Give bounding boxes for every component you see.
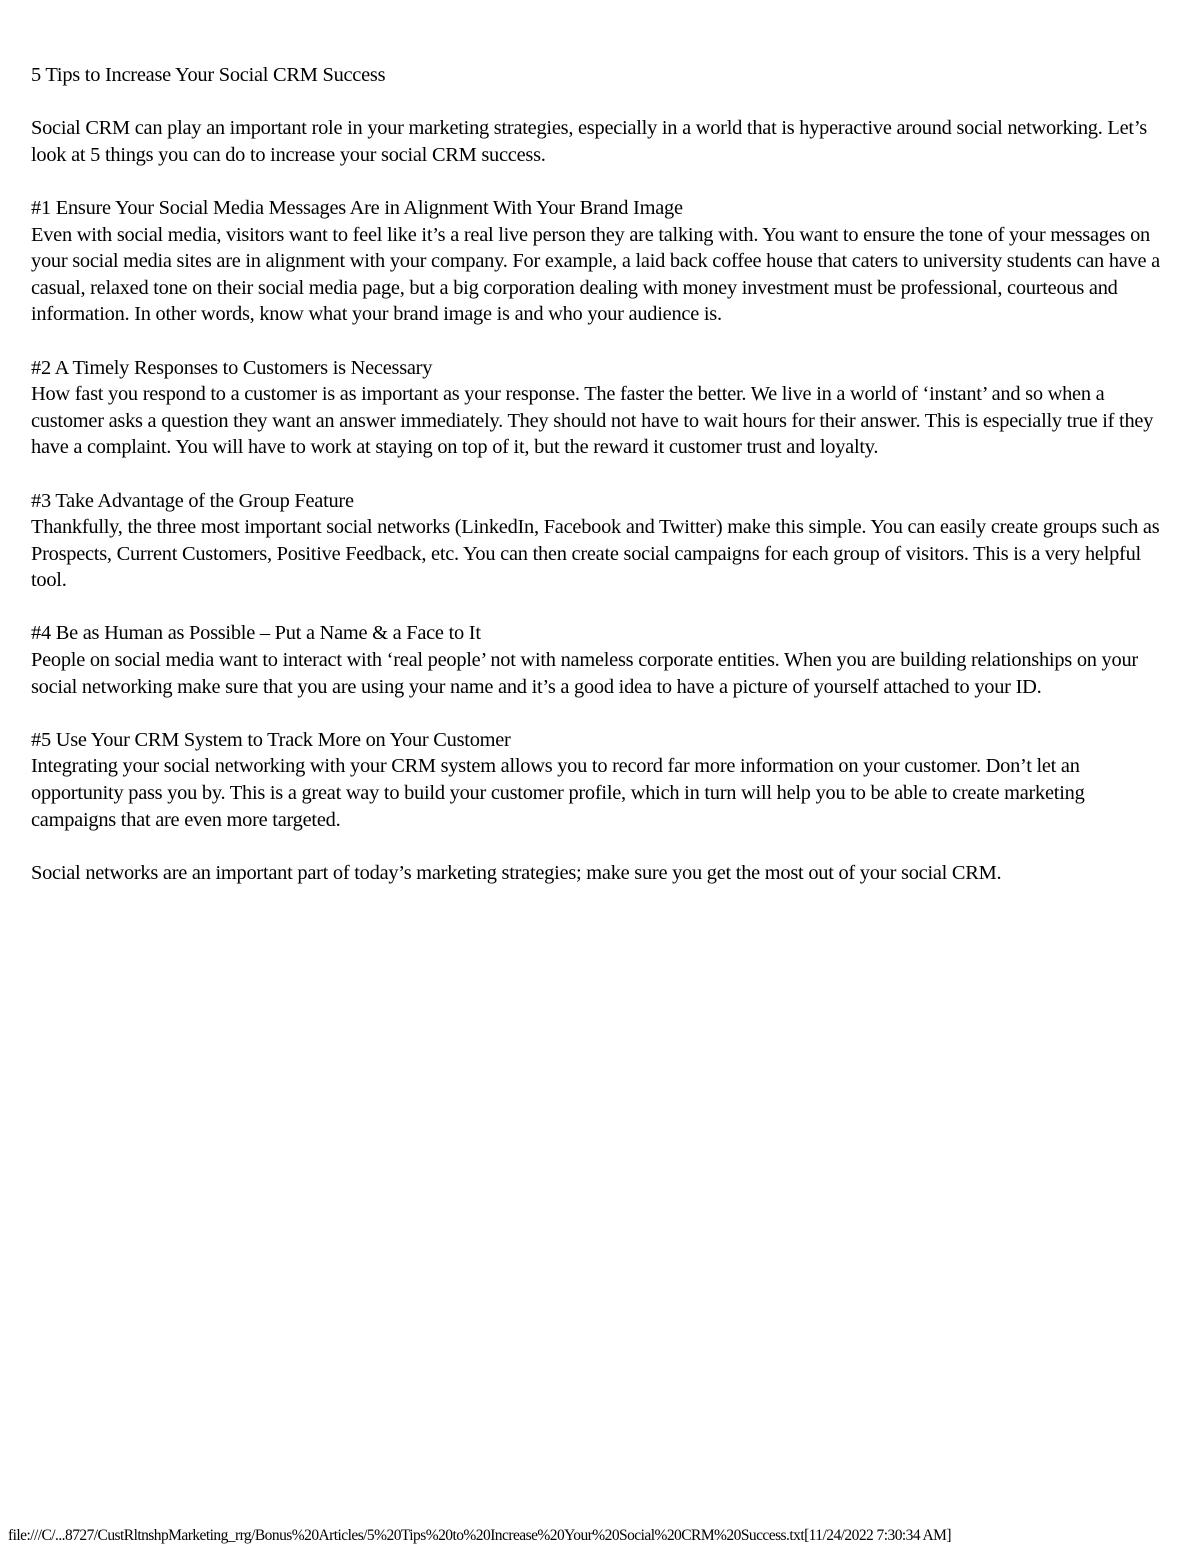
- spacer: [31, 594, 1171, 621]
- intro-paragraph: Social CRM can play an important role in your marketing strategies, especially in a world that is hyperactive around social networking. Let’s look at 5 things you can do to increase your social CRM success.: [31, 117, 1147, 166]
- document-page: [31, 62, 1171, 886]
- tip-section-2: [31, 355, 1171, 461]
- tip-section-5: [31, 727, 1171, 833]
- tip-body: Thankfully, the three most important social networks (LinkedIn, Facebook and Twitter) make this simple. You can easily create groups such as Prospects, Current Customers, Positive Feedback, etc. You can then create social campaigns for each group of visitors. This is a very helpful tool.: [31, 516, 1160, 592]
- tip-body: People on social media want to interact with ‘real people’ not with nameless corporate entities. When you are building relationships on your social networking make sure that you are using your name and it’s a good idea to have a picture of yourself attached to your ID.: [31, 649, 1138, 698]
- spacer: [31, 461, 1171, 488]
- print-footer-file-path: file:///C/...8727/CustRltnshpMarketing_rrg/Bonus%20Articles/5%20Tips%20to%20Increase%20Your%20Social%20CRM%20Success.txt[11/24/2022 7:30:34 AM]: [8, 1527, 952, 1544]
- tip-heading: #5 Use Your CRM System to Track More on Your Customer: [31, 728, 511, 751]
- tip-section-3: [31, 488, 1171, 594]
- spacer: [31, 89, 1171, 116]
- spacer: [31, 700, 1171, 727]
- document-title: 5 Tips to Increase Your Social CRM Success: [31, 64, 386, 86]
- conclusion-paragraph: Social networks are an important part of today’s marketing strategies; make sure you get the most out of your social CRM.: [31, 861, 1002, 884]
- spacer: [31, 168, 1171, 195]
- tip-body: Integrating your social networking with your CRM system allows you to record far more information on your customer. Don’t let an opportunity pass you by. This is a great way to build your customer profile, which in turn will help you to be able to create marketing campaigns that are even more targeted.: [31, 755, 1085, 831]
- tip-section-1: [31, 195, 1171, 328]
- tip-body: Even with social media, visitors want to feel like it’s a real live person they are talking with. You want to ensure the tone of your messages on your social media sites are in alignment with your company. For example, a laid back coffee house that caters to university students can have a casual, relaxed tone on their social media page, but a big corporation dealing with money investment must be professional, courteous and information. In other words, know what your brand image is and who your audience is.: [31, 223, 1160, 326]
- spacer: [31, 833, 1171, 860]
- spacer: [31, 328, 1171, 355]
- tip-heading: #4 Be as Human as Possible – Put a Name & a Face to It: [31, 622, 481, 645]
- tip-body: How fast you respond to a customer is as important as your response. The faster the better. We live in a world of ‘instant’ and so when a customer asks a question they want an answer immediately. They should not have to wait hours for their answer. This is especially true if they have a complaint. You will have to work at staying on top of it, but the reward it customer trust and loyalty.: [31, 383, 1154, 459]
- tip-heading: #2 A Timely Responses to Customers is Necessary: [31, 356, 433, 379]
- tip-section-4: [31, 620, 1171, 700]
- tip-heading: #1 Ensure Your Social Media Messages Are in Alignment With Your Brand Image: [31, 196, 683, 219]
- tip-heading: #3 Take Advantage of the Group Feature: [31, 489, 354, 512]
